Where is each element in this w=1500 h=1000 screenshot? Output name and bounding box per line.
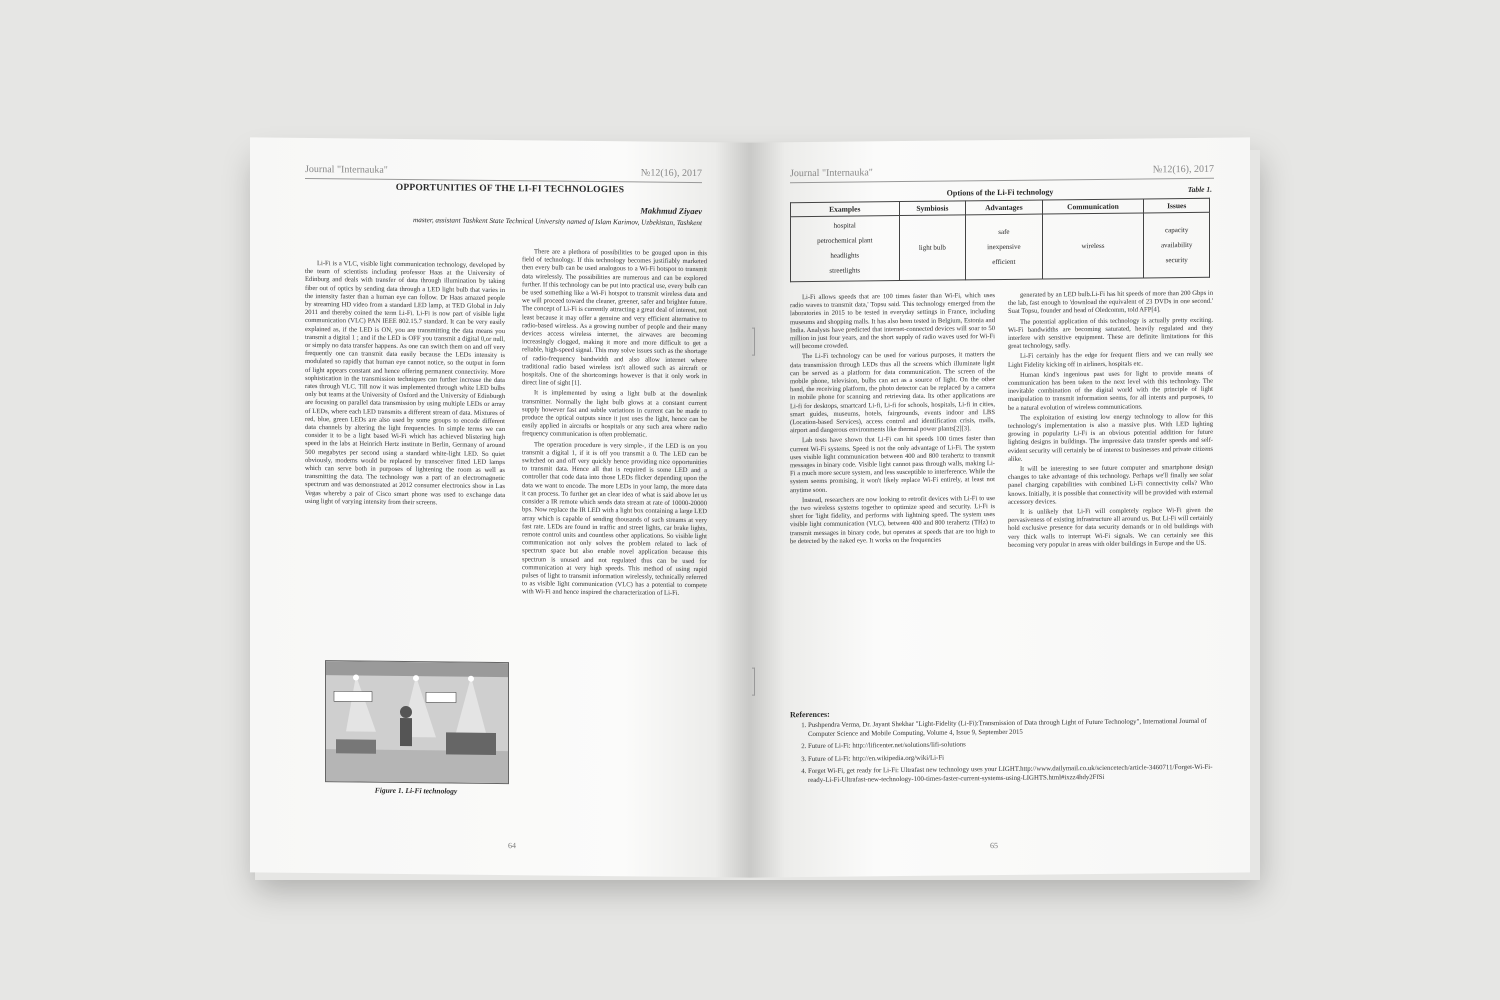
journal-running-head: Journal "Internauka" <box>790 167 873 180</box>
right-column-1 <box>790 292 995 548</box>
table-header-cell: Communication <box>1042 199 1144 214</box>
page-number-right: 65 <box>990 841 998 851</box>
communication-cell: wireless <box>1042 213 1144 279</box>
advantage-item: safe <box>998 227 1010 236</box>
example-item: streetlights <box>829 266 861 275</box>
paragraph: The operation procedure is very simple-, if the LED is on you transmit a digital 1, if it is off you transmit a 0. The LED can be switched on and off very quickly hence providing nice opportunities to transmit data. Hence all that is required is some LED and a controller that code data into those LEDs flicker depending upon the data we want to encode. The more LEDs in your lamp, the more data it can process. To further get an clear idea of what is said above let us consider a IR remote which sends data stream at rate of 10000-20000 bps. Now replace the IR LED with a light box containing a large LED array which is capable of sending thousands of such streams at very fast rate. LEDs are found in traffic and street lights, car brake lights, remote control units and countless other applications. So visible light communication not only solves the problem related to lack of spectrum space but also enable novel application because this spectrum is unused and not regulated thus can be used for communication at very high speeds. This method of using rapid pulses of light to transmit information wirelessly, technically referred to as visible light communication (VLC) has a potential to compete with Wi-Fi and hence inspired the characterization of Li-Fi. <box>522 441 707 598</box>
table-header-cell: Issues <box>1144 198 1210 213</box>
staple-mark <box>752 328 755 356</box>
author-affiliation: master, assistant Tashkent State Technical University named of Islam Karimov, Uzbekistan, Tashkent <box>413 216 702 228</box>
right-page <box>750 137 1250 877</box>
issue-item: security <box>1165 255 1188 264</box>
references-list <box>790 718 1228 790</box>
right-column-2 <box>1008 290 1213 552</box>
reference-item: 3. Future of Li-Fi: http://en.wikipedia.org/wiki/Li-Fi <box>808 751 1228 764</box>
paragraph: It is implemented by using a light bulb at the downlink transmitter. Normally the light bulb glows at a constant current supply however fast and subtle variations in current can be made to produce the optical outputs since it just uses the light, hence can be easily applied in aircrafts or hospitals or any such area where radio frequency communication is often problematic. <box>522 389 707 440</box>
paragraph: It is unlikely that Li-Fi will completely replace Wi-Fi given the pervasiveness of existing infrastructure all around us. But Li-Fi will certainly hold exclusive presence for data security demands or in old buildings with very thick walls to interrupt Wi-Fi signals. We can certainly see this becoming very popular in areas with older buildings in Europe and the US. <box>1008 506 1213 549</box>
paragraph: The exploitation of existing low energy technology to allow for this technology's implementation is also a massive plus. With LED lighting growing in popularity Li-Fi is an obvious potential addition for future lighting designs in buildings. The impressive data transfer speeds and self-evident security will certainly be of interest to businesses and private citizens alike. <box>1008 412 1213 463</box>
figure-li-fi <box>325 660 509 784</box>
figure-caption: Figure 1. Li-Fi technology <box>374 785 458 796</box>
advantages-cell <box>966 214 1042 280</box>
paragraph: Instead, researchers are now looking to retrofit devices with Li-Fi to use the two wireless systems together to optimize speed and security. Li-Fi is short for 'light fidelity, and performs with lightning speed. The system uses visible light communication (VLC), between 400 and 800 terahertz (THz) to transmit messages in binary code, but operates at speeds that are too high to be detected by the naked eye. It works on the frequencies <box>790 494 995 546</box>
page-number-left: 64 <box>508 841 516 851</box>
paragraph: Human kind's ingenious past uses for light to provide means of communication has been taken to the next level with this technology. The inevitable combination of the digital world with the principle of light manipulation to transmit information seems, for all intents and purposes, to be a natural evolution of wireless communications. <box>1008 369 1213 412</box>
left-page <box>250 137 750 877</box>
figure-illustration <box>326 661 508 783</box>
table-caption: Table 1. <box>1187 184 1212 195</box>
example-item: petrochemical plant <box>817 236 873 245</box>
paragraph: It will be interesting to see future computer and smartphone design changes to take advantage of this technology. Perhaps we'll finally see solar panel charging capabilities with combined Li-Fi connectivity cells? Who knows. Initially, it is possible that connectivity will be provided with external accessory devices. <box>1008 463 1213 506</box>
article-title: OPPORTUNITIES OF THE LI-FI TECHNOLOGIES <box>395 182 625 196</box>
header-rule <box>790 178 1214 183</box>
journal-running-head: Journal "Internauka" <box>305 163 388 176</box>
table-header-cell: Examples <box>791 202 900 217</box>
symbiosis-cell: light bulb <box>899 215 966 281</box>
example-item: headlights <box>830 251 860 260</box>
reference-item: 4. Forget Wi-Fi, get ready for Li-Fi: Ultrafast new technology uses your LIGHT.http://www.dailymail.co.uk/sciencetech/article-3460711/Forget-Wi-Fi-ready-Li-Fi-Ultrafast-new-technology-100-times-faster-current-systems-using-LIGHTS.html#ixzz4hdy2FfSi <box>808 764 1228 785</box>
issue-item: capacity <box>1165 225 1189 234</box>
paragraph: Lab tests have shown that Li-Fi can hit speeds 100 times faster than current Wi-Fi systems. Speed is not the only advantage of Li-Fi. The system uses visible light communication between 400 and 800 terahertz to transmit messages in binary code. Visible light cannot pass through walls, making Li-Fi a much more secure system, and less susceptible to interference. While the system seems promising, it won't likely replace Wi-Fi entirely, at least not anytime soon. <box>790 435 995 494</box>
issue-item: availability <box>1160 240 1193 249</box>
staple-mark <box>752 668 755 696</box>
table-header-cell: Advantages <box>966 200 1042 215</box>
paragraph: The Li-Fi technology can be used for various purposes, it matters the data transmission through LEDs thus all the screens which illuminate light can be served as a platform for data communication. The screen of the mobile phone, television, bulbs can act as a source of light. On the other hand, the receiving platform, the photo detector can be replaced by a camera in mobile phone for scanning and retrieving data. Its other applications are Li-fi for desktops, smartcard Li-fi, Li-fi for schools, hospitals, Li-fi in cities, smart guides, museums, hotels, fairgrounds, events indoor and LBS (Location-based Services), access control and identification crisis, malls, airport and dangerous environments like thermal power plants[2][3]. <box>790 351 995 435</box>
issue-running-head: №12(16), 2017 <box>1152 163 1214 176</box>
issues-cell <box>1144 212 1210 278</box>
table-row <box>791 212 1210 281</box>
article-author: Makhmud Ziyaev <box>640 205 702 217</box>
options-table <box>790 198 1210 282</box>
paragraph: Li-Fi is a VLC, visible light communication technology, developed by the team of scientists including professor Haas at the University of Edinburg and deals with transfer of data through illumination by taking fiber out of optics by sending data through a LED light bulb that varies in the intensity faster than a human eye can follow. Dr Haas amazed people by streaming HD video from a standard LED lamp, at TED Global in July 2011 and thereby coined the term Li-Fi. Li-Fi is now part of visible light communication (VLC) PAN IEEE 802.15.7 standard. It can be very easily explained as, if the LED is ON, you are transmitting the data means you transmit a digital 1 ; and if the LED is OFF you transmit a digital 0,or null, or simply no data transfer happens. As one can switch them on and off very frequently one can transmit data easily because the LEDs intensity is modulated so rapidly that human eye cannot notice, so the output in form of light appears constant and hence offering permanent connectivity. More sophistication in the transmission techniques can further increase the data rates through VLC. Till now it was implemented through white LED bulbs only but teams at the University of Oxford and the University of Edinburgh are focusing on parallel data transmission by using multiple LEDs or array of LEDs, where each LED transmits a different stream of data. Mixtures of red, blue, green LEDs are also used by some groups to encode different data channels by altering the light frequencies. In simple terms we can consider it to be a light based Wi-Fi which has achieved blistering high speed in the labs at Heinrich Hertz institute in Berlin, Germany of around 500 megabytes per second using a standard white-light LED. So quiet obviously, modems would be replaced by transceiver fitted LED lamps which can serve both in purposes of lightening the room as well as transmitting the data. The technology was a part of an electromagnetic spectrum and was demonstrated at 2012 consumer electronics show in Las Vegas whereby a pair of Cisco smart phone was used to exchange data using light of varying intensity from their screens. <box>305 260 505 507</box>
table-title: Options of the Li-Fi technology <box>946 187 1054 198</box>
left-column-2 <box>522 248 707 600</box>
paragraph: There are a plethora of possibilities to be gouged upon in this field of technology. If this technology becomes justifiably marketed then every bulb can be used analogous to a Wi-Fi hotspot to transmit data wirelessly. The possibilities are numerous and can be explored further. If this technology can be put into practical use, every bulb can be used something like a Wi-Fi hotspot to transmit wireless data and we will proceed toward the cleaner, greener, safer and brighter future. The concept of Li-Fi is currently attracting a great deal of interest, not least because it may offer a genuine and very efficient alternative to radio-based wireless. As a growing number of people and their many devices access wireless internet, the airwaves are becoming increasingly clogged, making it more and more difficult to get a reliable, high-speed signal. This may solve issues such as the shortage of radio-frequency bandwidth and also allow internet where traditional radio based wireless isn't allowed such as aircraft or hospitals. One of the shortcomings however is that it only work in direct line of sight [1]. <box>522 248 707 388</box>
paragraph: Li-Fi certainly has the edge for frequent fliers and we can really see Light Fidelity kicking off in airliners, hospitals etc. <box>1008 351 1213 369</box>
advantage-item: efficient <box>992 257 1016 266</box>
table-header-cell: Symbiosis <box>899 201 966 216</box>
references-heading: References: <box>790 709 830 720</box>
reference-item: 1. Pushpendra Verma, Dr. Jayant Shekhar "Light-Fidelity (Li-Fi):Transmission of Data through Light of Future Technology", International Journal of Computer Science and Mobile Computing, Volume 4, Issue 9, September 2015 <box>808 718 1228 739</box>
examples-cell <box>791 216 900 282</box>
issue-running-head: №12(16), 2017 <box>640 167 702 180</box>
paragraph: The potential application of this technology is actually pretty exciting. Wi-Fi bandwidths are becoming saturated, heavily regulated and they interfere with sensitive equipment. These are definite limitations for this great technology, sadly. <box>1008 316 1213 351</box>
paragraph: generated by an LED bulb.Li-Fi has hit speeds of more than 200 Gbps in the lab, fast enough to 'download the equivalent of 23 DVDs in one second.' Suat Topsu, founder and head of Oledcomm, told AFP[4]. <box>1008 289 1213 316</box>
paragraph: Li-Fi allows speeds that are 100 times faster than Wi-Fi, which uses radio waves to transmit data,' Topsu said. This technology emerged from the laboratories in 2015 to be tested in everyday settings in France, including museums and shopping malls. It has also been tested in Belgium, Estonia and India. Analysts have predicted that internet-connected devices will soar to 50 million in just four years, and the short supply of radio waves used for Wi-Fi will become crowded. <box>790 292 995 351</box>
advantage-item: inexpensive <box>987 242 1021 251</box>
left-column-1 <box>305 260 505 510</box>
reference-item: 2. Future of Li-Fi: http://lificenter.net/solutions/lifi-solutions <box>808 739 1228 752</box>
example-item: hospital <box>833 221 856 230</box>
